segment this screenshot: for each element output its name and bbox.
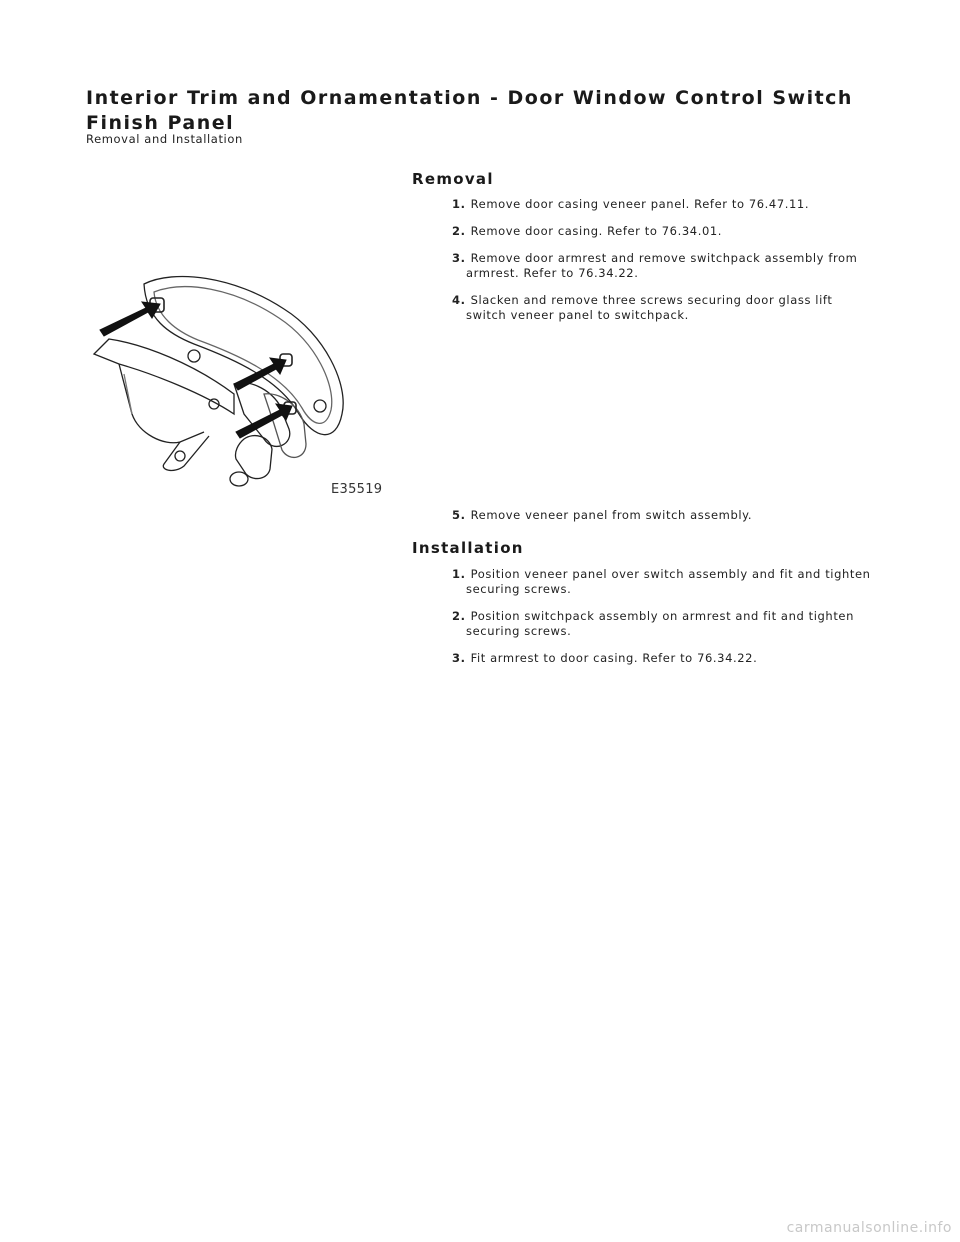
removal-step-4: 4. Slacken and remove three screws securing door glass lift switch veneer panel to switchpack. [452,293,833,322]
removal-steps [452,197,872,335]
installation-step-2: 2. Position switchpack assembly on armrest and fit and tighten securing screws. [452,609,854,638]
watermark: carmanualsonline.info [786,1220,952,1236]
switch-panel-illustration [84,264,390,500]
removal-step-1: 1. Remove door casing veneer panel. Refer to 76.47.11. [452,197,810,211]
installation-step-1: 1. Position veneer panel over switch assembly and fit and tighten securing screws. [452,567,871,596]
page-title: Interior Trim and Ornamentation - Door Window Control Switch Finish Panel [86,87,853,134]
removal-step-2: 2. Remove door casing. Refer to 76.34.01. [452,224,723,238]
removal-step-5: 5. Remove veneer panel from switch assembly. [452,508,753,522]
removal-final-step [452,508,872,535]
installation-heading: Installation [412,539,524,557]
figure-label: E35519 [331,482,383,497]
removal-heading: Removal [412,170,494,188]
installation-steps [452,567,872,678]
page-subtitle: Removal and Installation [86,132,243,146]
removal-step-3: 3. Remove door armrest and remove switchpack assembly from armrest. Refer to 76.34.22. [452,251,858,280]
installation-step-3: 3. Fit armrest to door casing. Refer to 76.34.22. [452,651,758,665]
